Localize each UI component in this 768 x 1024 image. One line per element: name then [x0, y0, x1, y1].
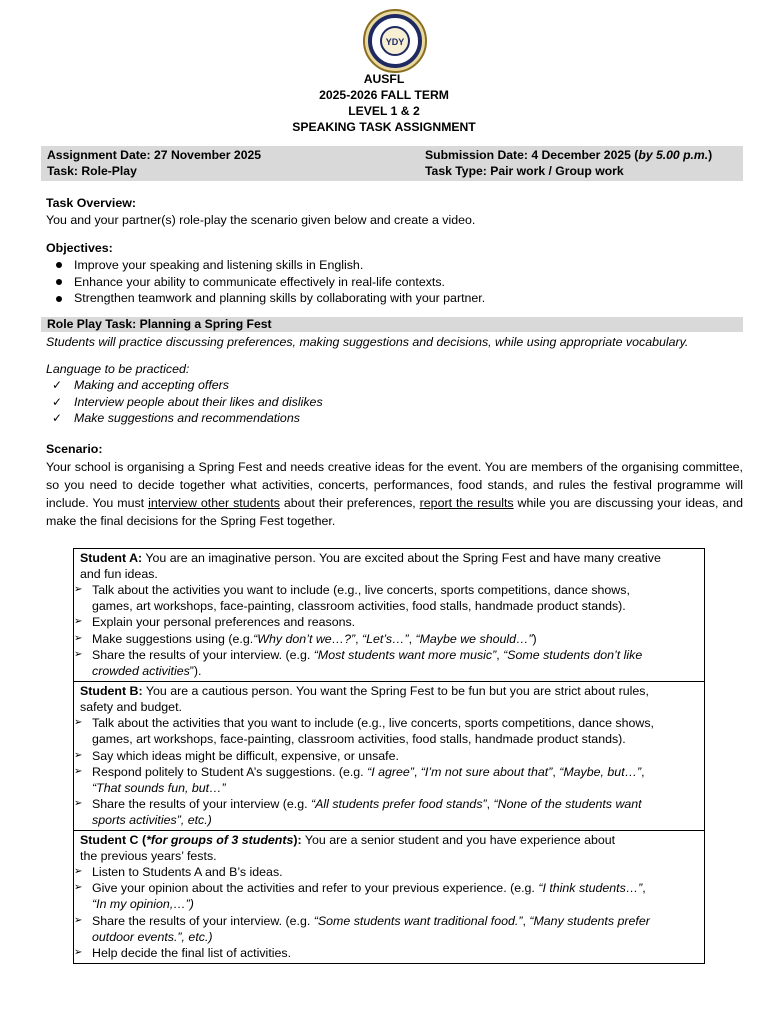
language-item: Make suggestions and recommendations [74, 411, 300, 425]
bullet-icon [56, 279, 62, 285]
arrow-bullet-icon: ➢ [74, 584, 83, 595]
student-b-item: Share the results of your interview (e.g. “All students prefer food stands”, “None of the students want [92, 797, 642, 811]
student-a-item-cont: crowded activities”). [92, 664, 202, 678]
student-c-item: Help decide the final list of activities. [92, 946, 292, 960]
check-icon: ✓ [52, 411, 63, 425]
student-b-item-cont: “That sounds fun, but…” [92, 781, 226, 795]
header-line-4: SPEAKING TASK ASSIGNMENT [292, 120, 476, 134]
roleplay-bar [41, 317, 743, 332]
arrow-bullet-icon: ➢ [74, 633, 83, 644]
student-b-intro-cont: safety and budget. [80, 700, 182, 714]
student-c-item-cont: “In my opinion,…”) [92, 897, 194, 911]
arrow-bullet-icon: ➢ [74, 915, 83, 926]
roleplay-title: Role Play Task: Planning a Spring Fest [47, 317, 272, 331]
header-line-1: AUSFL [363, 72, 405, 86]
student-c-item: Listen to Students A and B’s ideas. [92, 865, 283, 879]
submission-date: Submission Date: 4 December 2025 (by 5.00 p.m.) [425, 148, 713, 162]
student-a-intro-cont: and fun ideas. [80, 567, 158, 581]
arrow-bullet-icon: ➢ [74, 866, 83, 877]
task-type: Task Type: Pair work / Group work [425, 164, 624, 178]
header-line-2: 2025-2026 FALL TERM [319, 88, 449, 102]
svg-text:YDY: YDY [385, 37, 405, 47]
student-a-item: Talk about the activities you want to include (e.g., live concerts, sports competitions, dance shows, [92, 583, 630, 597]
header-line-3: LEVEL 1 & 2 [348, 104, 420, 118]
student-roles-box [73, 548, 705, 964]
arrow-bullet-icon: ➢ [74, 882, 83, 893]
student-b-cell [74, 682, 704, 830]
student-a-item: Explain your personal preferences and reasons. [92, 615, 356, 629]
student-b-item: Say which ideas might be difficult, expensive, or unsafe. [92, 749, 399, 763]
student-c-intro: Student C (*for groups of 3 students): You are a senior student and you have experience about [80, 833, 616, 847]
objective-item: Improve your speaking and listening skills in English. [74, 258, 364, 272]
student-b-item-cont: games, art workshops, face-painting, classroom activities, food stalls, handmade product stands). [92, 732, 626, 746]
bullet-icon [56, 296, 62, 302]
student-a-item-cont: games, art workshops, face-painting, classroom activities, food stalls, handmade product stands). [92, 599, 626, 613]
svg-text:ANKARA: ANKARA [386, 18, 404, 23]
check-icon: ✓ [52, 378, 63, 392]
arrow-bullet-icon: ➢ [74, 649, 83, 660]
student-c-intro-cont: the previous years’ fests. [80, 849, 217, 863]
language-title: Language to be practiced: [46, 362, 190, 376]
student-b-item: Respond politely to Student A’s suggestions. (e.g. “I agree”, “I’m not sure about that”, “Maybe, but…”, [92, 765, 645, 779]
roleplay-subtitle: Students will practice discussing preferences, making suggestions and decisions, while using appropriate vocabulary. [46, 335, 689, 349]
university-logo [362, 8, 428, 74]
arrow-bullet-icon: ➢ [74, 616, 83, 627]
check-icon: ✓ [52, 395, 63, 409]
scenario-text: Your school is organising a Spring Fest and needs creative ideas for the event. You are members of the organising committee, so you need to decide together what activities, concerts, performances, food stands, and rules the festival programme will include. You must interview other students about their preferences, report the results while you are discussing your ideas, and make the final decisions for the Spring Fest together. [46, 460, 743, 528]
objective-item: Strengthen teamwork and planning skills by collaborating with your partner. [74, 291, 486, 305]
bullet-icon [56, 262, 62, 268]
student-a-item: Share the results of your interview. (e.g. “Most students want more music”, “Some students don’t like [92, 648, 643, 662]
student-a-intro: Student A: You are an imaginative person. You are excited about the Spring Fest and have many creative [80, 551, 661, 565]
info-bar [41, 146, 743, 181]
task-label: Task: Role-Play [47, 164, 137, 178]
arrow-bullet-icon: ➢ [74, 947, 83, 958]
overview-text: You and your partner(s) role-play the scenario given below and create a video. [46, 213, 476, 227]
student-a-item: Make suggestions using (e.g.“Why don’t we…?”, “Let’s…”, “Maybe we should…”) [92, 632, 537, 646]
student-b-item-cont: sports activities”, etc.) [92, 813, 212, 827]
language-item: Interview people about their likes and dislikes [74, 395, 323, 409]
objectives-title: Objectives: [46, 241, 113, 255]
language-item: Making and accepting offers [74, 378, 229, 392]
objective-item: Enhance your ability to communicate effectively in real-life contexts. [74, 275, 445, 289]
student-b-item: Talk about the activities that you want to include (e.g., live concerts, sports competitions, dance shows, [92, 716, 654, 730]
arrow-bullet-icon: ➢ [74, 798, 83, 809]
scenario-title: Scenario: [46, 442, 103, 456]
student-b-intro: Student B: You are a cautious person. You want the Spring Fest to be fun but you are strict about rules, [80, 684, 649, 698]
assignment-date: Assignment Date: 27 November 2025 [47, 148, 262, 162]
student-a-cell [74, 549, 704, 682]
student-c-item: Share the results of your interview. (e.g. “Some students want traditional food.”, “Many students prefer [92, 914, 650, 928]
arrow-bullet-icon: ➢ [74, 750, 83, 761]
student-c-item-cont: outdoor events.”, etc.) [92, 930, 213, 944]
arrow-bullet-icon: ➢ [74, 717, 83, 728]
student-c-item: Give your opinion about the activities and refer to your previous experience. (e.g. “I think students…”, [92, 881, 646, 895]
overview-title: Task Overview: [46, 196, 136, 210]
arrow-bullet-icon: ➢ [74, 766, 83, 777]
student-c-cell [74, 831, 704, 963]
